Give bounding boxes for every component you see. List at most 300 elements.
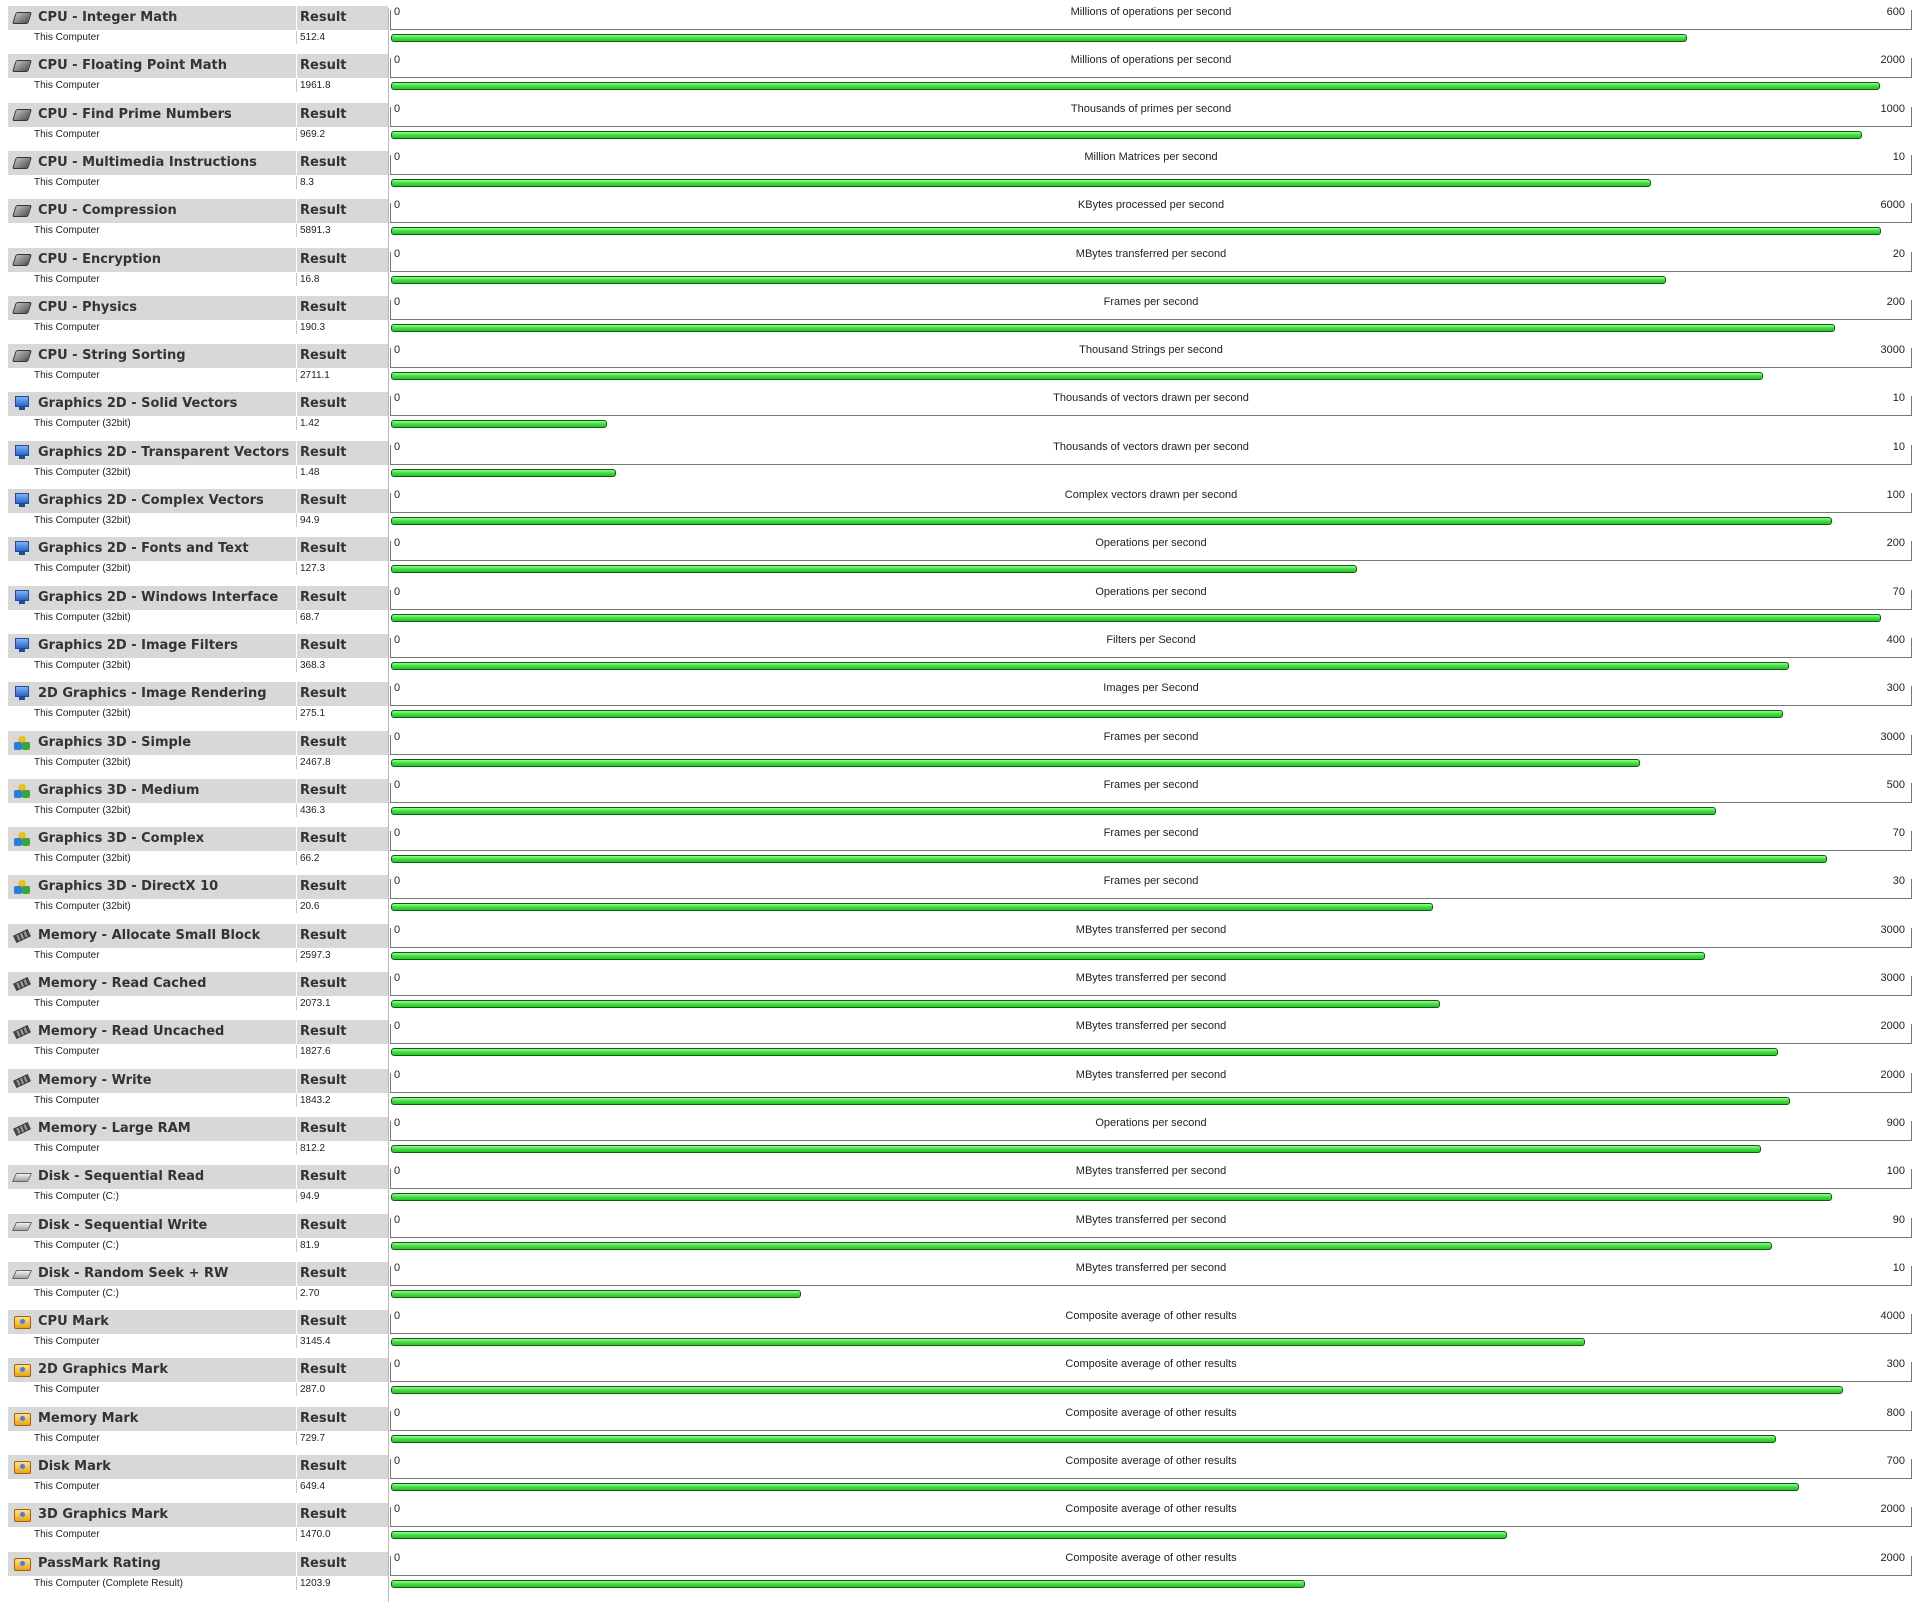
result-bar [391,662,1789,670]
axis-max-label: 200 [1886,537,1905,550]
axis-min-label: 0 [394,1406,401,1419]
bar-track [390,855,1910,865]
shapes-3d-icon [14,832,30,846]
benchmark-title: Disk - Random Seek + RW [38,1265,229,1281]
cpu-icon [12,157,32,169]
computer-label: This Computer (32bit) [34,659,131,671]
scale-axis [390,923,1912,948]
axis-max-label: 10 [1892,392,1905,405]
benchmark-header[interactable] [8,296,388,321]
benchmark-header[interactable] [8,779,388,804]
benchmark-title: Disk Mark [38,1459,111,1474]
result-column-label: Result [300,1314,347,1330]
result-separator [296,1190,297,1203]
mark-icon [14,1364,31,1377]
benchmark-header[interactable] [8,1407,388,1432]
axis-max-label: 10 [1892,1261,1905,1274]
benchmark-header[interactable] [8,344,388,369]
result-bar [391,1242,1772,1250]
result-value: 20.6 [300,901,320,913]
computer-label: This Computer [34,176,100,188]
scale-axis [390,682,1912,706]
result-row [8,1383,388,1396]
result-bar [391,807,1716,815]
result-column-label: Result [300,1120,347,1136]
result-row [8,176,388,189]
axis-max-label: 3000 [1880,730,1905,743]
scale-axis [390,972,1912,996]
result-column-label: Result [300,976,347,991]
axis-max-label: 100 [1886,489,1905,501]
benchmark-header[interactable] [8,586,388,611]
axis-min-label: 0 [394,827,401,840]
header-separator [296,103,297,127]
benchmark-header[interactable] [8,1069,388,1094]
axis-unit-label: MBytes transferred per second [1075,1165,1227,1178]
result-row [8,852,388,865]
result-column-label: Result [300,734,347,750]
benchmark-row [0,1542,1920,1590]
benchmark-header[interactable] [8,6,388,31]
bar-track [390,759,1910,769]
header-separator [296,1552,297,1576]
axis-unit-label: MBytes transferred per second [1075,923,1227,936]
result-bar [391,517,1832,525]
benchmark-row [0,672,1920,720]
result-value: 94.9 [300,1191,320,1203]
benchmark-row [0,1010,1920,1058]
scale-axis [390,585,1912,610]
monitor-icon [15,686,29,697]
result-row [8,1528,388,1541]
axis-min-label: 0 [394,730,401,743]
benchmark-header[interactable] [8,537,388,562]
disk-icon [12,1173,32,1182]
result-separator [296,900,297,913]
bar-track [390,1048,1910,1058]
axis-unit-label: Frames per second [1103,875,1199,888]
result-row [8,562,388,575]
mark-icon [14,1316,31,1329]
axis-unit-label: Composite average of other results [1065,1406,1237,1419]
bar-track [390,1290,1910,1300]
result-row [8,1094,388,1107]
axis-min-label: 0 [394,54,401,67]
axis-max-label: 300 [1886,682,1905,695]
header-separator [296,1117,297,1141]
header-separator [296,827,297,851]
benchmark-header[interactable] [8,54,388,79]
memory-icon [13,1074,31,1088]
result-value: 127.3 [300,563,326,575]
bar-track [390,1338,1910,1348]
result-bar [391,1386,1843,1394]
computer-label: This Computer [34,1142,100,1154]
scale-axis [390,247,1912,272]
benchmark-row [0,721,1920,769]
benchmark-header[interactable] [8,924,388,949]
result-column-label: Result [300,1072,347,1088]
result-column-label: Result [300,299,347,315]
result-separator [296,417,297,430]
result-bar [391,179,1651,187]
axis-min-label: 0 [394,1068,401,1081]
benchmark-header[interactable] [8,1262,388,1287]
axis-max-label: 3000 [1880,344,1905,357]
axis-max-label: 20 [1892,247,1905,260]
axis-unit-label: Composite average of other results [1065,1551,1237,1564]
axis-max-label: 2000 [1880,1503,1905,1516]
benchmark-title: CPU - String Sorting [38,348,186,364]
result-row [8,79,388,92]
result-value: 368.3 [300,659,326,671]
result-row [8,1335,388,1348]
scale-axis [390,6,1912,30]
axis-max-label: 900 [1886,1116,1905,1129]
axis-max-label: 500 [1886,778,1905,791]
benchmark-header[interactable] [8,1117,388,1142]
result-value: 729.7 [300,1432,326,1444]
scale-axis [390,150,1912,175]
cpu-icon [12,302,32,314]
mark-icon [14,1558,31,1571]
axis-min-label: 0 [394,923,401,936]
result-separator [296,1239,297,1252]
benchmark-row [0,93,1920,141]
scale-axis [390,875,1912,899]
axis-min-label: 0 [394,344,401,357]
benchmark-title: Graphics 2D - Fonts and Text [38,541,249,557]
axis-unit-label: MBytes transferred per second [1075,1020,1227,1033]
bar-track [390,662,1910,672]
benchmark-row [0,1300,1920,1348]
header-separator [296,875,297,899]
result-column-label: Result [300,1362,347,1378]
computer-label: This Computer [34,998,100,1009]
result-separator [296,997,297,1010]
bar-track [390,614,1910,624]
result-column-label: Result [300,879,347,895]
result-column-label: Result [300,1024,347,1040]
scale-axis [390,1165,1912,1189]
cpu-icon [12,109,32,121]
result-row [8,514,388,527]
axis-unit-label: Frames per second [1103,295,1199,308]
result-separator [296,707,297,720]
shapes-3d-icon [14,880,30,894]
result-separator [296,949,297,962]
bar-track [390,710,1910,720]
axis-min-label: 0 [394,295,401,308]
computer-label: This Computer [34,273,100,285]
axis-max-label: 800 [1886,1406,1905,1419]
cpu-icon [12,350,32,362]
result-column-label: Result [300,251,347,267]
benchmark-header[interactable] [8,972,388,997]
monitor-icon [15,638,29,649]
benchmark-header[interactable] [8,441,388,466]
axis-unit-label: Thousands of primes per second [1070,102,1232,115]
benchmark-title: 2D Graphics Mark [38,1362,168,1378]
benchmark-row [0,431,1920,479]
benchmark-header[interactable] [8,1165,388,1190]
result-column-label: Result [300,1555,347,1571]
scale-axis [390,440,1912,465]
axis-max-label: 2000 [1880,1068,1905,1081]
benchmark-header[interactable] [8,1020,388,1045]
axis-min-label: 0 [394,440,401,453]
benchmark-row [0,189,1920,237]
benchmark-header[interactable] [8,1310,388,1335]
scale-axis [390,1551,1912,1576]
bar-track [390,420,1910,430]
axis-min-label: 0 [394,1310,401,1323]
header-separator [296,441,297,465]
computer-label: This Computer [34,1432,100,1444]
axis-unit-label: Composite average of other results [1065,1455,1237,1467]
result-value: 81.9 [300,1239,320,1251]
benchmark-row [0,527,1920,575]
cpu-icon [12,254,32,266]
result-row [8,1045,388,1058]
axis-max-label: 3000 [1880,923,1905,936]
axis-unit-label: Thousand Strings per second [1079,344,1223,357]
result-separator [296,31,297,44]
axis-min-label: 0 [394,392,401,405]
result-separator [296,562,297,575]
axis-max-label: 700 [1886,1455,1905,1467]
axis-min-label: 0 [394,1213,401,1226]
result-column-label: Result [300,396,347,412]
axis-unit-label: Frames per second [1103,730,1199,743]
header-separator [296,1310,297,1334]
computer-label: This Computer [34,321,100,333]
scale-axis [390,1213,1912,1238]
result-column-label: Result [300,444,347,460]
result-column-label: Result [300,58,347,74]
result-column-label: Result [300,541,347,557]
result-separator [296,128,297,141]
cpu-icon [12,12,32,24]
result-row [8,1432,388,1445]
result-value: 1961.8 [300,80,331,92]
computer-label: This Computer (Complete Result) [34,1577,183,1589]
header-separator [296,296,297,320]
result-separator [296,1335,297,1348]
benchmark-header[interactable] [8,248,388,273]
result-separator [296,1287,297,1300]
mark-icon [14,1509,31,1522]
result-row [8,466,388,479]
axis-unit-label: Composite average of other results [1065,1310,1237,1323]
result-column-label: Result [300,348,347,364]
result-row [8,804,388,817]
result-value: 649.4 [300,1481,326,1492]
header-separator [296,1020,297,1044]
scale-axis [390,102,1912,127]
header-separator [296,151,297,175]
axis-max-label: 400 [1886,633,1905,646]
bar-track [390,1435,1910,1445]
result-separator [296,1094,297,1107]
benchmark-header[interactable] [8,489,388,514]
benchmark-title: Memory - Large RAM [38,1120,191,1136]
header-separator [296,1455,297,1479]
benchmark-title: Graphics 3D - Complex [38,831,205,847]
result-separator [296,1142,297,1155]
cpu-icon [12,205,32,217]
benchmark-header[interactable] [8,827,388,852]
result-bar [391,1580,1305,1588]
scale-axis [390,730,1912,755]
result-column-label: Result [300,686,347,702]
benchmark-title: Memory - Read Uncached [38,1024,225,1040]
benchmark-header[interactable] [8,1552,388,1577]
axis-max-label: 200 [1886,295,1905,308]
computer-label: This Computer (C:) [34,1191,120,1203]
result-column-label: Result [300,1217,347,1233]
result-row [8,611,388,624]
axis-max-label: 70 [1892,827,1905,840]
bar-track [390,1000,1910,1010]
computer-label: This Computer (C:) [34,1287,120,1299]
result-value: 2711.1 [300,370,330,382]
axis-max-label: 10 [1892,440,1905,453]
benchmark-header[interactable] [8,682,388,707]
axis-unit-label: Million Matrices per second [1084,150,1218,163]
axis-min-label: 0 [394,1261,401,1274]
result-bar [391,1338,1585,1346]
computer-label: This Computer [34,32,100,43]
header-separator [296,1262,297,1286]
benchmark-title: Memory Mark [38,1410,139,1426]
benchmark-row [0,382,1920,430]
scale-axis [390,633,1912,658]
axis-unit-label: MBytes transferred per second [1075,1068,1227,1081]
axis-unit-label: Composite average of other results [1065,1358,1237,1371]
computer-label: This Computer (32bit) [34,466,131,478]
header-separator [296,537,297,561]
result-separator [296,224,297,237]
scale-axis [390,392,1912,416]
benchmark-header[interactable] [8,151,388,176]
result-value: 8.3 [300,176,314,188]
axis-min-label: 0 [394,972,401,984]
scale-axis [390,778,1912,803]
result-row [8,659,388,672]
memory-icon [13,977,31,991]
result-value: 436.3 [300,804,326,816]
benchmark-row [0,817,1920,865]
benchmark-title: Graphics 2D - Complex Vectors [38,493,264,508]
scale-axis [390,1406,1912,1431]
benchmark-header[interactable] [8,103,388,128]
benchmark-row [0,1204,1920,1252]
result-separator [296,1528,297,1541]
result-bar [391,1193,1832,1201]
axis-max-label: 4000 [1880,1310,1905,1323]
header-separator [296,682,297,706]
result-separator [296,756,297,769]
benchmark-header[interactable] [8,1503,388,1528]
axis-max-label: 90 [1892,1213,1905,1226]
result-bar [391,1435,1776,1443]
bar-track [390,227,1910,237]
monitor-icon [15,493,29,504]
result-column-label: Result [300,1459,347,1474]
result-separator [296,804,297,817]
axis-min-label: 0 [394,585,401,598]
axis-min-label: 0 [394,1116,401,1129]
scale-axis [390,1116,1912,1141]
benchmark-row [0,286,1920,334]
computer-label: This Computer (32bit) [34,901,131,913]
bar-track [390,1145,1910,1155]
computer-label: This Computer [34,1529,100,1541]
benchmark-header[interactable] [8,199,388,224]
header-separator [296,199,297,223]
header-separator [296,924,297,948]
scale-axis [390,1358,1912,1382]
axis-unit-label: Filters per Second [1106,633,1196,646]
scale-axis [390,537,1912,561]
scale-axis [390,1068,1912,1093]
computer-label: This Computer (32bit) [34,611,131,623]
memory-icon [13,929,31,943]
computer-label: This Computer (32bit) [34,756,131,768]
header-separator [296,248,297,272]
axis-max-label: 2000 [1880,54,1905,67]
computer-label: This Computer (C:) [34,1239,120,1251]
result-bar [391,82,1880,90]
benchmark-header[interactable] [8,1455,388,1480]
benchmark-header[interactable] [8,875,388,900]
benchmark-row [0,1252,1920,1300]
bar-track [390,1097,1910,1107]
benchmark-header[interactable] [8,1214,388,1239]
benchmark-row [0,1155,1920,1203]
benchmark-header[interactable] [8,634,388,659]
monitor-icon [15,396,29,407]
bar-track [390,807,1910,817]
axis-unit-label: Frames per second [1103,827,1199,840]
header-separator [296,586,297,610]
memory-icon [13,1122,31,1136]
axis-unit-label: MBytes transferred per second [1075,972,1227,984]
result-separator [296,1577,297,1590]
axis-max-label: 3000 [1880,972,1905,984]
result-column-label: Result [300,493,347,508]
result-separator [296,1383,297,1396]
computer-label: This Computer [34,1046,100,1058]
computer-label: This Computer [34,949,100,961]
scale-axis [390,295,1912,320]
header-separator [296,1069,297,1093]
computer-label: This Computer (32bit) [34,853,131,865]
axis-min-label: 0 [394,1455,401,1467]
benchmark-header[interactable] [8,1358,388,1383]
benchmark-header[interactable] [8,392,388,417]
axis-unit-label: Images per Second [1103,682,1199,695]
result-value: 1470.0 [300,1529,331,1541]
axis-unit-label: MBytes transferred per second [1075,247,1227,260]
benchmark-header[interactable] [8,731,388,756]
bar-track [390,903,1910,913]
benchmark-title: Disk - Sequential Write [38,1217,208,1233]
result-row [8,756,388,769]
benchmark-row [0,914,1920,962]
benchmark-title: Memory - Read Cached [38,976,207,991]
